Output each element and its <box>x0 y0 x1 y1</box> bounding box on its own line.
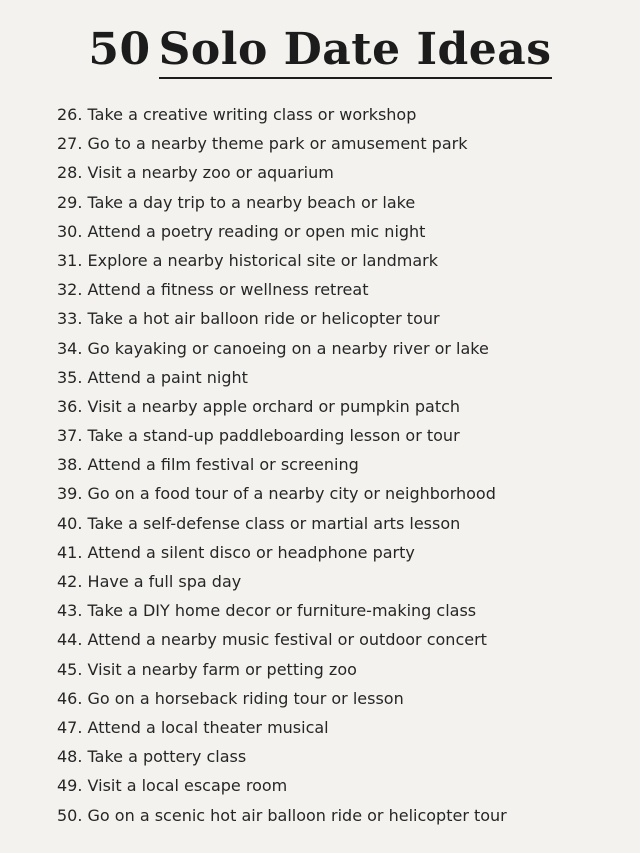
list-item: 45. Visit a nearby farm or petting zoo <box>57 659 357 679</box>
list-item: 34. Go kayaking or canoeing on a nearby river or lake <box>57 338 489 358</box>
list-item: 33. Take a hot air balloon ride or helicopter tour <box>57 309 440 329</box>
list-item: 31. Explore a nearby historical site or landmark <box>57 250 438 270</box>
list-item: 28. Visit a nearby zoo or aquarium <box>57 163 334 183</box>
page-title <box>0 22 640 79</box>
list-item: 35. Attend a paint night <box>57 367 248 387</box>
list-item: 27. Go to a nearby theme park or amusement park <box>57 134 468 154</box>
title-text: Solo Date Ideas <box>159 25 552 79</box>
list-item: 44. Attend a nearby music festival or outdoor concert <box>57 630 487 650</box>
list-item: 26. Take a creative writing class or workshop <box>57 105 417 124</box>
list-item: 40. Take a self-defense class or martial arts lesson <box>57 513 461 533</box>
list-item: 42. Have a full spa day <box>57 572 242 591</box>
list-item: 50. Go on a scenic hot air balloon ride or helicopter tour <box>57 805 507 825</box>
list-item: 38. Attend a film festival or screening <box>57 455 359 475</box>
list-item: 43. Take a DIY home decor or furniture-making class <box>57 601 477 621</box>
list-item: 29. Take a day trip to a nearby beach or lake <box>57 192 416 212</box>
ideas-list <box>57 100 507 830</box>
list-item: 39. Go on a food tour of a nearby city or neighborhood <box>57 484 496 504</box>
list-item: 32. Attend a fitness or wellness retreat <box>57 280 369 300</box>
title-number: 50 <box>88 24 151 75</box>
list-item: 36. Visit a nearby apple orchard or pumpkin patch <box>57 396 461 416</box>
list-item: 46. Go on a horseback riding tour or lesson <box>57 688 404 708</box>
list-item: 41. Attend a silent disco or headphone party <box>57 542 415 562</box>
list-item: 48. Take a pottery class <box>57 747 247 767</box>
list-item: 49. Visit a local escape room <box>57 776 288 796</box>
list-item: 30. Attend a poetry reading or open mic night <box>57 221 426 241</box>
title-heading <box>88 22 551 79</box>
list-item: 37. Take a stand-up paddleboarding lesson or tour <box>57 426 460 446</box>
list-item: 47. Attend a local theater musical <box>57 717 329 737</box>
